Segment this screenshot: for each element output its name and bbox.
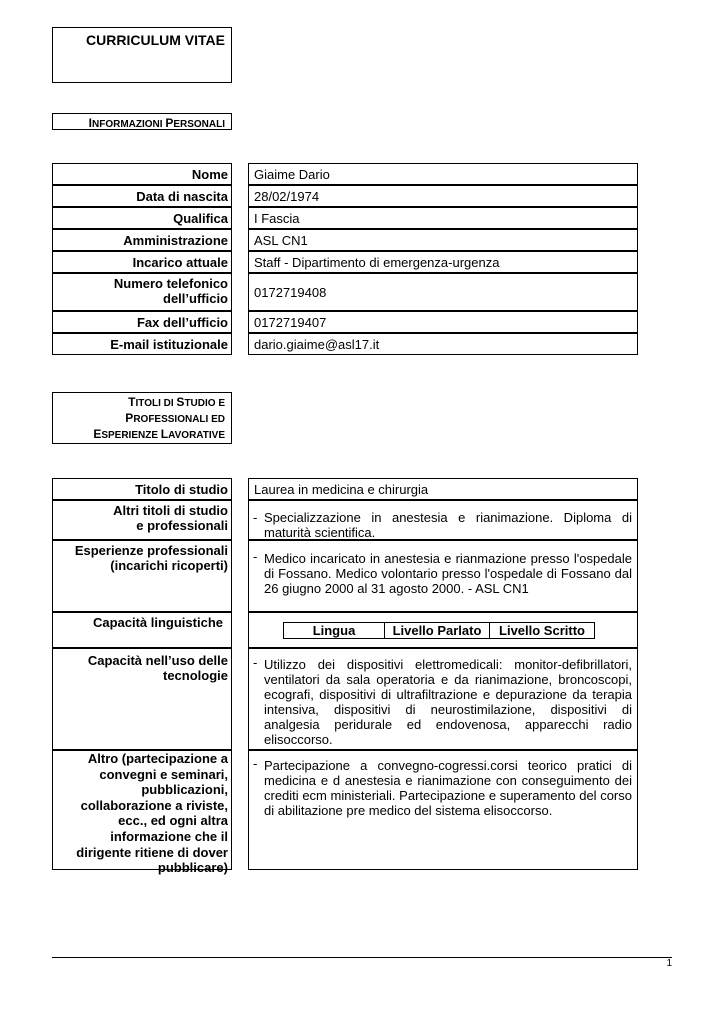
- label-incarico-attuale: Incarico attuale: [52, 251, 232, 273]
- value-tecnologie: Utilizzo dei dispositivi elettromedicali: monitor-defibrillatori, ventilatori da sala operatoria e da rianimazione, broncoscopi, ecografi, dispositivi di ultrafiltrazione e depurazione da terapia intensiva, dispositivi di neurostimilazione, dispositivi di analgesia peridurale ed endovenosa, apparecchi radio elisoccorso.: [264, 657, 632, 747]
- label-fax: Fax dell’ufficio: [52, 311, 232, 333]
- label-nome: Nome: [52, 163, 232, 185]
- lang-col-lingua: Lingua: [284, 623, 385, 639]
- bullet-dash: -: [253, 655, 258, 670]
- value-data-nascita: 28/02/1974: [248, 185, 638, 207]
- title-box: [52, 27, 232, 83]
- label-qualifica: Qualifica: [52, 207, 232, 229]
- value-tecnologie-cell: [248, 648, 638, 750]
- value-incarico-attuale: Staff - Dipartimento di emergenza-urgenza: [248, 251, 638, 273]
- label-altro: Altro (partecipazione a convegni e seminari, pubblicazioni, collaborazione a riviste, ecc., ed ogni altra informazione che il dirigente ritiene di dover pubblicare): [52, 750, 232, 870]
- value-esperienze: Medico incaricato in anestesia e rianmazione presso l'ospedale di Fossano. Medico volontario presso l'ospedale di Fossano dal 26 giugno 2000 al 31 agosto 2000. - ASL CN1: [264, 551, 632, 596]
- value-email[interactable]: dario.giaime@asl17.it: [248, 333, 638, 355]
- value-esperienze-cell: [248, 540, 638, 612]
- value-altri-titoli-cell: [248, 500, 638, 540]
- lang-col-parlato: Livello Parlato: [385, 623, 490, 639]
- value-nome: Giaime Dario: [248, 163, 638, 185]
- label-altri-titoli: Altri titoli di studio e professionali: [52, 500, 232, 540]
- value-amministrazione: ASL CN1: [248, 229, 638, 251]
- value-altro: Partecipazione a convegno-cogressi.corsi teorico pratici di medicina e d anestesia e rianimazione con conseguimento dei crediti ecm ministeriali. Partecipazione e superamento del corso di abilitazione pre medico del sistema elisoccorso.: [264, 758, 632, 818]
- label-amministrazione: Amministrazione: [52, 229, 232, 251]
- label-tecnologie: Capacità nell’uso delle tecnologie: [52, 648, 232, 750]
- label-email: E-mail istituzionale: [52, 333, 232, 355]
- document-title: CURRICULUM VITAE: [86, 32, 225, 48]
- label-data-nascita: Data di nascita: [52, 185, 232, 207]
- label-esperienze: Esperienze professionali (incarichi ricoperti): [52, 540, 232, 612]
- bullet-dash: -: [253, 510, 258, 525]
- section-heading-studies: TITOLI DI STUDIO E PROFESSIONALI ED ESPERIENZE LAVORATIVE: [52, 392, 232, 444]
- footer-divider: [52, 957, 672, 958]
- label-numero-telefonico: Numero telefonico dell’ufficio: [52, 273, 232, 311]
- value-qualifica: I Fascia: [248, 207, 638, 229]
- language-table: [283, 622, 595, 639]
- value-numero-telefonico: 0172719408: [248, 273, 638, 311]
- value-lingue-cell: [248, 612, 638, 648]
- label-titolo-studio: Titolo di studio: [52, 478, 232, 500]
- label-capacita-linguistiche: Capacità linguistiche: [52, 612, 232, 648]
- section-heading-personal: INFORMAZIONI PERSONALI: [52, 113, 232, 130]
- value-fax: 0172719407: [248, 311, 638, 333]
- bullet-dash: -: [253, 549, 258, 564]
- page-number: 1: [666, 958, 672, 969]
- bullet-dash: -: [253, 756, 258, 771]
- value-altro-cell: [248, 750, 638, 870]
- value-altri-titoli: Specializzazione in anestesia e rianimazione. Diploma di maturità scientifica.: [264, 510, 632, 540]
- lang-col-scritto: Livello Scritto: [490, 623, 595, 639]
- value-titolo-studio: Laurea in medicina e chirurgia: [248, 478, 638, 500]
